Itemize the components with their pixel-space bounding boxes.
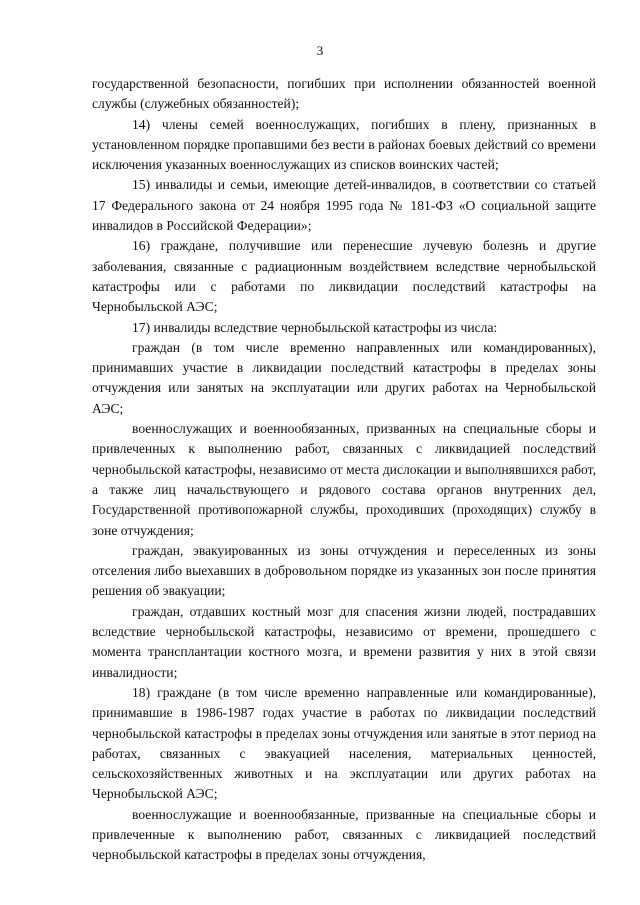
paragraph: 14) члены семей военнослужащих, погибших в плену, признанных в установленном порядке пропавшими без вести в районах боевых действий со времени исключения указанных военнослужащих из списков воинских частей; [92, 116, 596, 173]
paragraph: государственной безопасности, погибших при исполнении обязанностей военной службы (служебных обязанностей); [92, 76, 596, 112]
paragraph: 18) граждане (в том числе временно направленные или командированные), принимавшие в 1986-1987 годах участие в работах по ликвидации последствий чернобыльской катастрофы в пределах зоны отчуждения или занятые в этот период на работах, связанных с эвакуацией населения, материальных ценностей, сельскохозяйственных животных и на эксплуатации или других работах на Чернобыльской АЭС; [92, 684, 596, 802]
paragraph: 16) граждане, получившие или перенесшие лучевую болезнь и другие заболевания, связанные с радиационным воздействием вследствие чернобыльской катастрофы или с работами по ликвидации последствий катастрофы на Чернобыльской АЭС; [92, 238, 596, 315]
page-number: 3 [316, 43, 324, 58]
paragraph: 15) инвалиды и семьи, имеющие детей-инвалидов, в соответствии со статьей 17 Федерального закона от 24 ноября 1995 года № 181-ФЗ «О социальной защите инвалидов в Российской Федерации»; [92, 177, 596, 234]
paragraph: граждан, эвакуированных из зоны отчуждения и переселенных из зоны отселения либо выехавших в добровольном порядке из указанных зон после принятия решения об эвакуации; [92, 542, 596, 599]
paragraph: граждан, отдавших костный мозг для спасения жизни людей, пострадавших вследствие чернобыльской катастрофы, независимо от времени, прошедшего с момента трансплантации костного мозга, и времени развития у них в этой связи инвалидности; [92, 603, 596, 680]
paragraph: 17) инвалиды вследствие чернобыльской катастрофы из числа: [132, 319, 498, 335]
paragraph: граждан (в том числе временно направленных или командированных), принимавших участие в ликвидации последствий катастрофы в пределах зоны отчуждения или занятых на эксплуатации или других работах на Чернобыльской АЭС; [92, 339, 596, 416]
paragraph: военнослужащих и военнообязанных, призванных на специальные сборы и привлеченных к выполнению работ, связанных с ликвидацией последствий чернобыльской катастрофы, независимо от места дислокации и выполнявшихся работ, а также лиц начальствующего и рядового состава органов внутренних дел, Государственной противопожарной службы, проходивших (проходящих) службу в зоне отчуждения; [92, 421, 596, 538]
paragraph: военнослужащие и военнообязанные, призванные на специальные сборы и привлеченные к выполнению работ, связанных с ликвидацией последствий чернобыльской катастрофы в пределах зоны отчуждения, [92, 806, 596, 863]
document-body [92, 74, 596, 866]
